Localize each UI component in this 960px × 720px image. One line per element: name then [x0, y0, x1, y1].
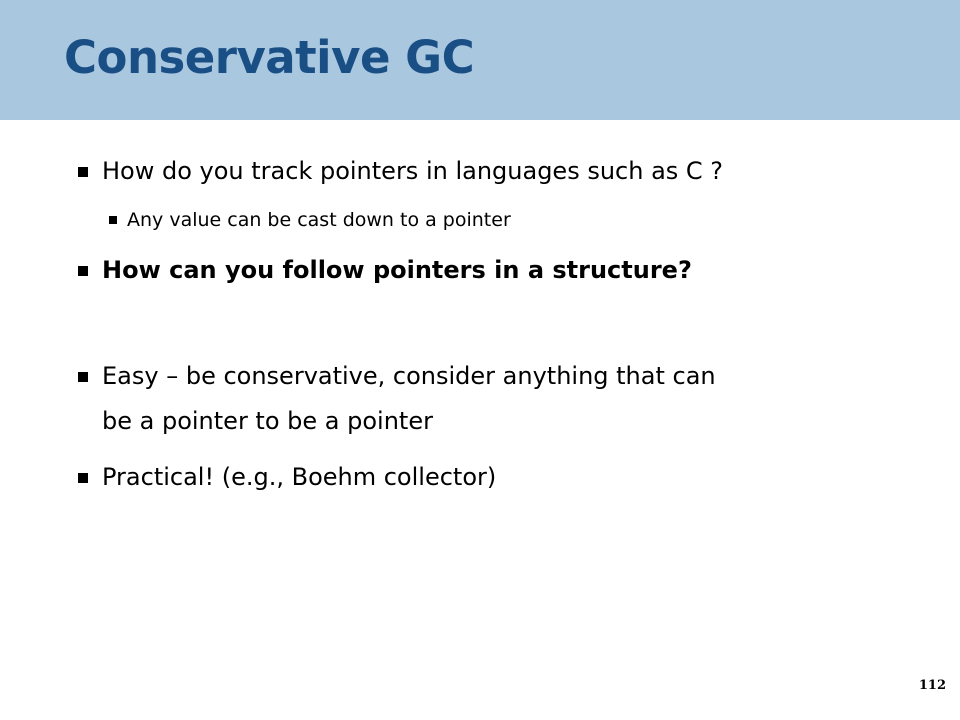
bullet-be-conservative: [78, 360, 716, 392]
square-bullet-icon: [78, 266, 88, 276]
bullet-track-pointers: [78, 155, 723, 187]
slide-title: Conservative GC: [64, 31, 475, 84]
sub-bullet-cast-pointer: [109, 207, 511, 233]
bullet-follow-pointers: [78, 254, 692, 286]
bullet-practical: [78, 461, 496, 493]
bullet-text: Practical! (e.g., Boehm collector): [102, 463, 497, 491]
title-bar: [0, 0, 960, 120]
sub-bullet-text: Any value can be cast down to a pointer: [127, 209, 511, 231]
slide-number: 112: [918, 678, 946, 693]
square-bullet-icon: [78, 167, 88, 177]
square-bullet-icon: [78, 473, 88, 483]
bullet-text: How do you track pointers in languages such as C ?: [102, 157, 724, 185]
bullet-text: How can you follow pointers in a structure?: [102, 256, 692, 284]
square-bullet-icon: [78, 372, 88, 382]
square-bullet-icon: [109, 216, 117, 224]
bullet-be-conservative-continued: [78, 405, 433, 437]
bullet-text-continued: be a pointer to be a pointer: [102, 407, 433, 435]
bullet-text: Easy – be conservative, consider anything that can: [102, 362, 716, 390]
